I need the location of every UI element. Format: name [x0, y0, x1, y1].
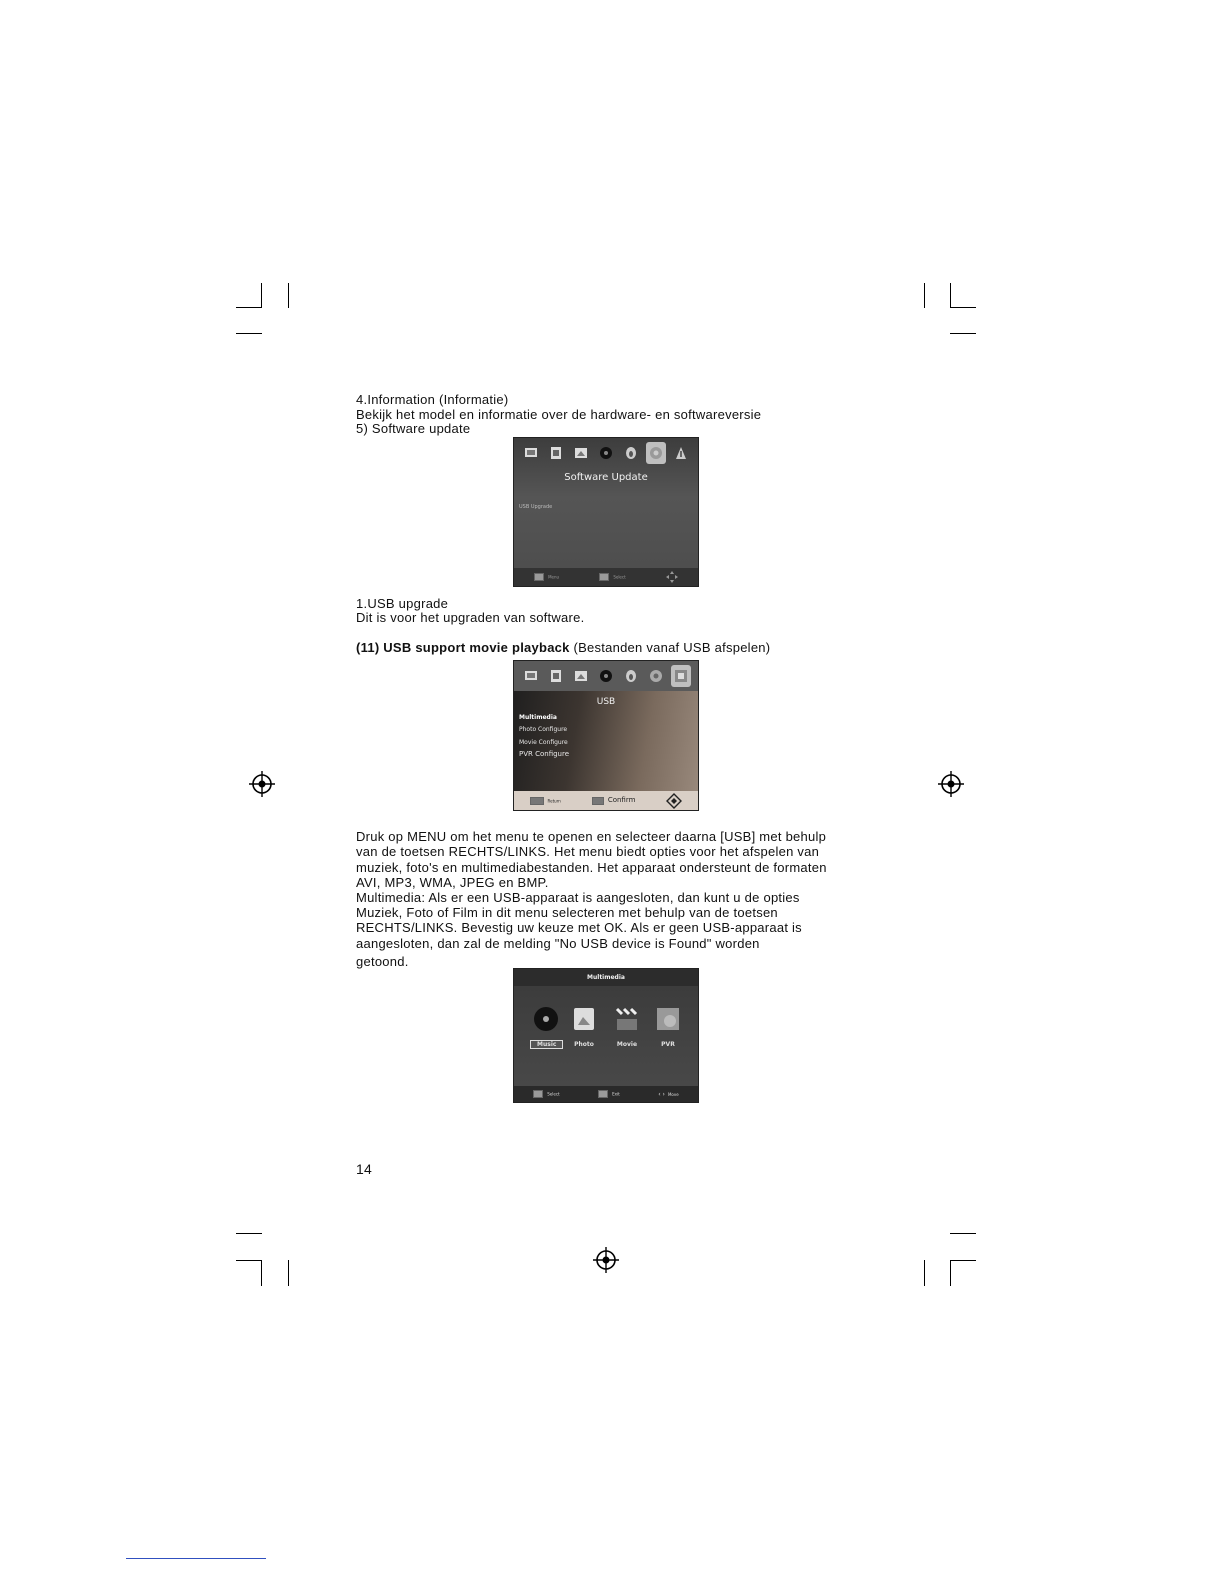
crop-mark — [236, 1233, 262, 1234]
crop-mark — [950, 1260, 976, 1261]
time-icon — [596, 665, 616, 687]
multimedia-pvr[interactable]: PVR — [652, 1005, 684, 1048]
footer-select: Select — [599, 573, 625, 581]
footer-move: ‹ › Move — [658, 1090, 679, 1098]
sound-icon — [571, 665, 591, 687]
crop-mark — [924, 1260, 925, 1286]
crop-mark — [950, 1260, 951, 1286]
multimedia-screenshot — [513, 968, 699, 1103]
body-line: Muziek, Foto of Film in dit menu selecteren met behulp van de toetsen — [356, 905, 778, 920]
footer-select: Select — [533, 1090, 559, 1098]
crop-mark — [950, 307, 976, 308]
usb-item-photo-configure: Photo Configure — [519, 726, 568, 733]
body-line: RECHTS/LINKS. Bevestig uw keuze met OK. Als er geen USB-apparaat is — [356, 920, 802, 935]
multimedia-music[interactable]: Music — [530, 1005, 562, 1048]
footer-exit: Exit — [598, 1090, 620, 1098]
crop-mark — [950, 333, 976, 334]
info-heading: 4.Information (Informatie) — [356, 392, 509, 407]
picture-icon — [546, 442, 566, 464]
registration-mark-icon — [249, 771, 275, 797]
footer-confirm: Confirm — [592, 796, 636, 805]
multimedia-photo[interactable]: Photo — [568, 1005, 600, 1048]
multimedia-movie[interactable]: Movie — [611, 1005, 643, 1048]
usb-item-multimedia: Multimedia — [519, 714, 557, 721]
footer-return: Return — [530, 797, 561, 805]
page-number: 14 — [356, 1161, 373, 1177]
registration-mark-icon — [938, 771, 964, 797]
software-update-screenshot — [513, 437, 699, 587]
body-line: Druk op MENU om het menu te openen en selecteer daarna [USB] met behulp — [356, 829, 827, 844]
multimedia-title: Multimedia — [514, 969, 698, 986]
usb-item-movie-configure: Movie Configure — [519, 739, 568, 746]
body-line: muziek, foto's en multimediabestanden. Het apparaat ondersteunt de formaten — [356, 860, 827, 875]
movie-clapper-icon — [613, 1005, 641, 1033]
usb-upgrade-item: USB Upgrade — [519, 504, 553, 510]
body-line: aangesloten, dan zal de melding "No USB device is Found" worden — [356, 936, 760, 951]
underline-divider — [126, 1558, 266, 1559]
usb-item-pvr-configure: PVR Configure — [519, 750, 570, 758]
pvr-icon — [654, 1005, 682, 1033]
usb-upgrade-description: Dit is voor het upgraden van software. — [356, 610, 585, 625]
usb-icon — [671, 665, 691, 687]
photo-icon — [570, 1005, 598, 1033]
crop-mark — [236, 307, 262, 308]
body-line: van de toetsen RECHTS/LINKS. Het menu biedt opties voor het afspelen van — [356, 844, 820, 859]
navigation-arrows-icon — [666, 793, 682, 809]
usb-menu-title: USB — [596, 697, 616, 707]
body-line: AVI, MP3, WMA, JPEG en BMP. — [356, 875, 549, 890]
channel-icon — [521, 442, 541, 464]
usb-icon — [671, 442, 691, 464]
crop-mark — [950, 283, 951, 308]
crop-mark — [236, 1260, 262, 1261]
picture-icon — [546, 665, 566, 687]
lock-icon — [621, 665, 641, 687]
channel-icon — [521, 665, 541, 687]
screen-footer — [514, 568, 698, 586]
crop-mark — [261, 283, 262, 308]
usb-section-heading: (11) USB support movie playback (Bestanden vanaf USB afspelen) — [356, 640, 771, 655]
setup-icon — [646, 442, 666, 464]
screen-footer — [514, 791, 698, 810]
setup-icon — [646, 665, 666, 687]
crop-mark — [261, 1260, 262, 1286]
crop-mark — [950, 1233, 976, 1234]
menu-icon-bar — [514, 661, 698, 691]
body-line: Multimedia: Als er een USB-apparaat is aangesloten, dan kunt u de opties — [356, 890, 800, 905]
crop-mark — [288, 1260, 289, 1286]
software-update-title: Software Update — [564, 472, 648, 483]
body-line: getoond. — [356, 954, 409, 969]
sound-icon — [571, 442, 591, 464]
music-disc-icon — [532, 1005, 560, 1033]
screen-footer — [514, 1086, 698, 1102]
footer-menu: Menu — [534, 573, 559, 581]
navigation-arrows-icon — [666, 571, 678, 583]
crop-mark — [924, 283, 925, 308]
info-description: Bekijk het model en informatie over de hardware- en softwareversie — [356, 407, 762, 422]
crop-mark — [288, 283, 289, 308]
usb-upgrade-heading: 1.USB upgrade — [356, 596, 449, 611]
time-icon — [596, 442, 616, 464]
registration-mark-icon — [593, 1247, 619, 1273]
usb-menu-screenshot — [513, 660, 699, 811]
lock-icon — [621, 442, 641, 464]
crop-mark — [236, 333, 262, 334]
software-update-heading: 5) Software update — [356, 421, 471, 436]
menu-icon-bar — [514, 438, 698, 468]
